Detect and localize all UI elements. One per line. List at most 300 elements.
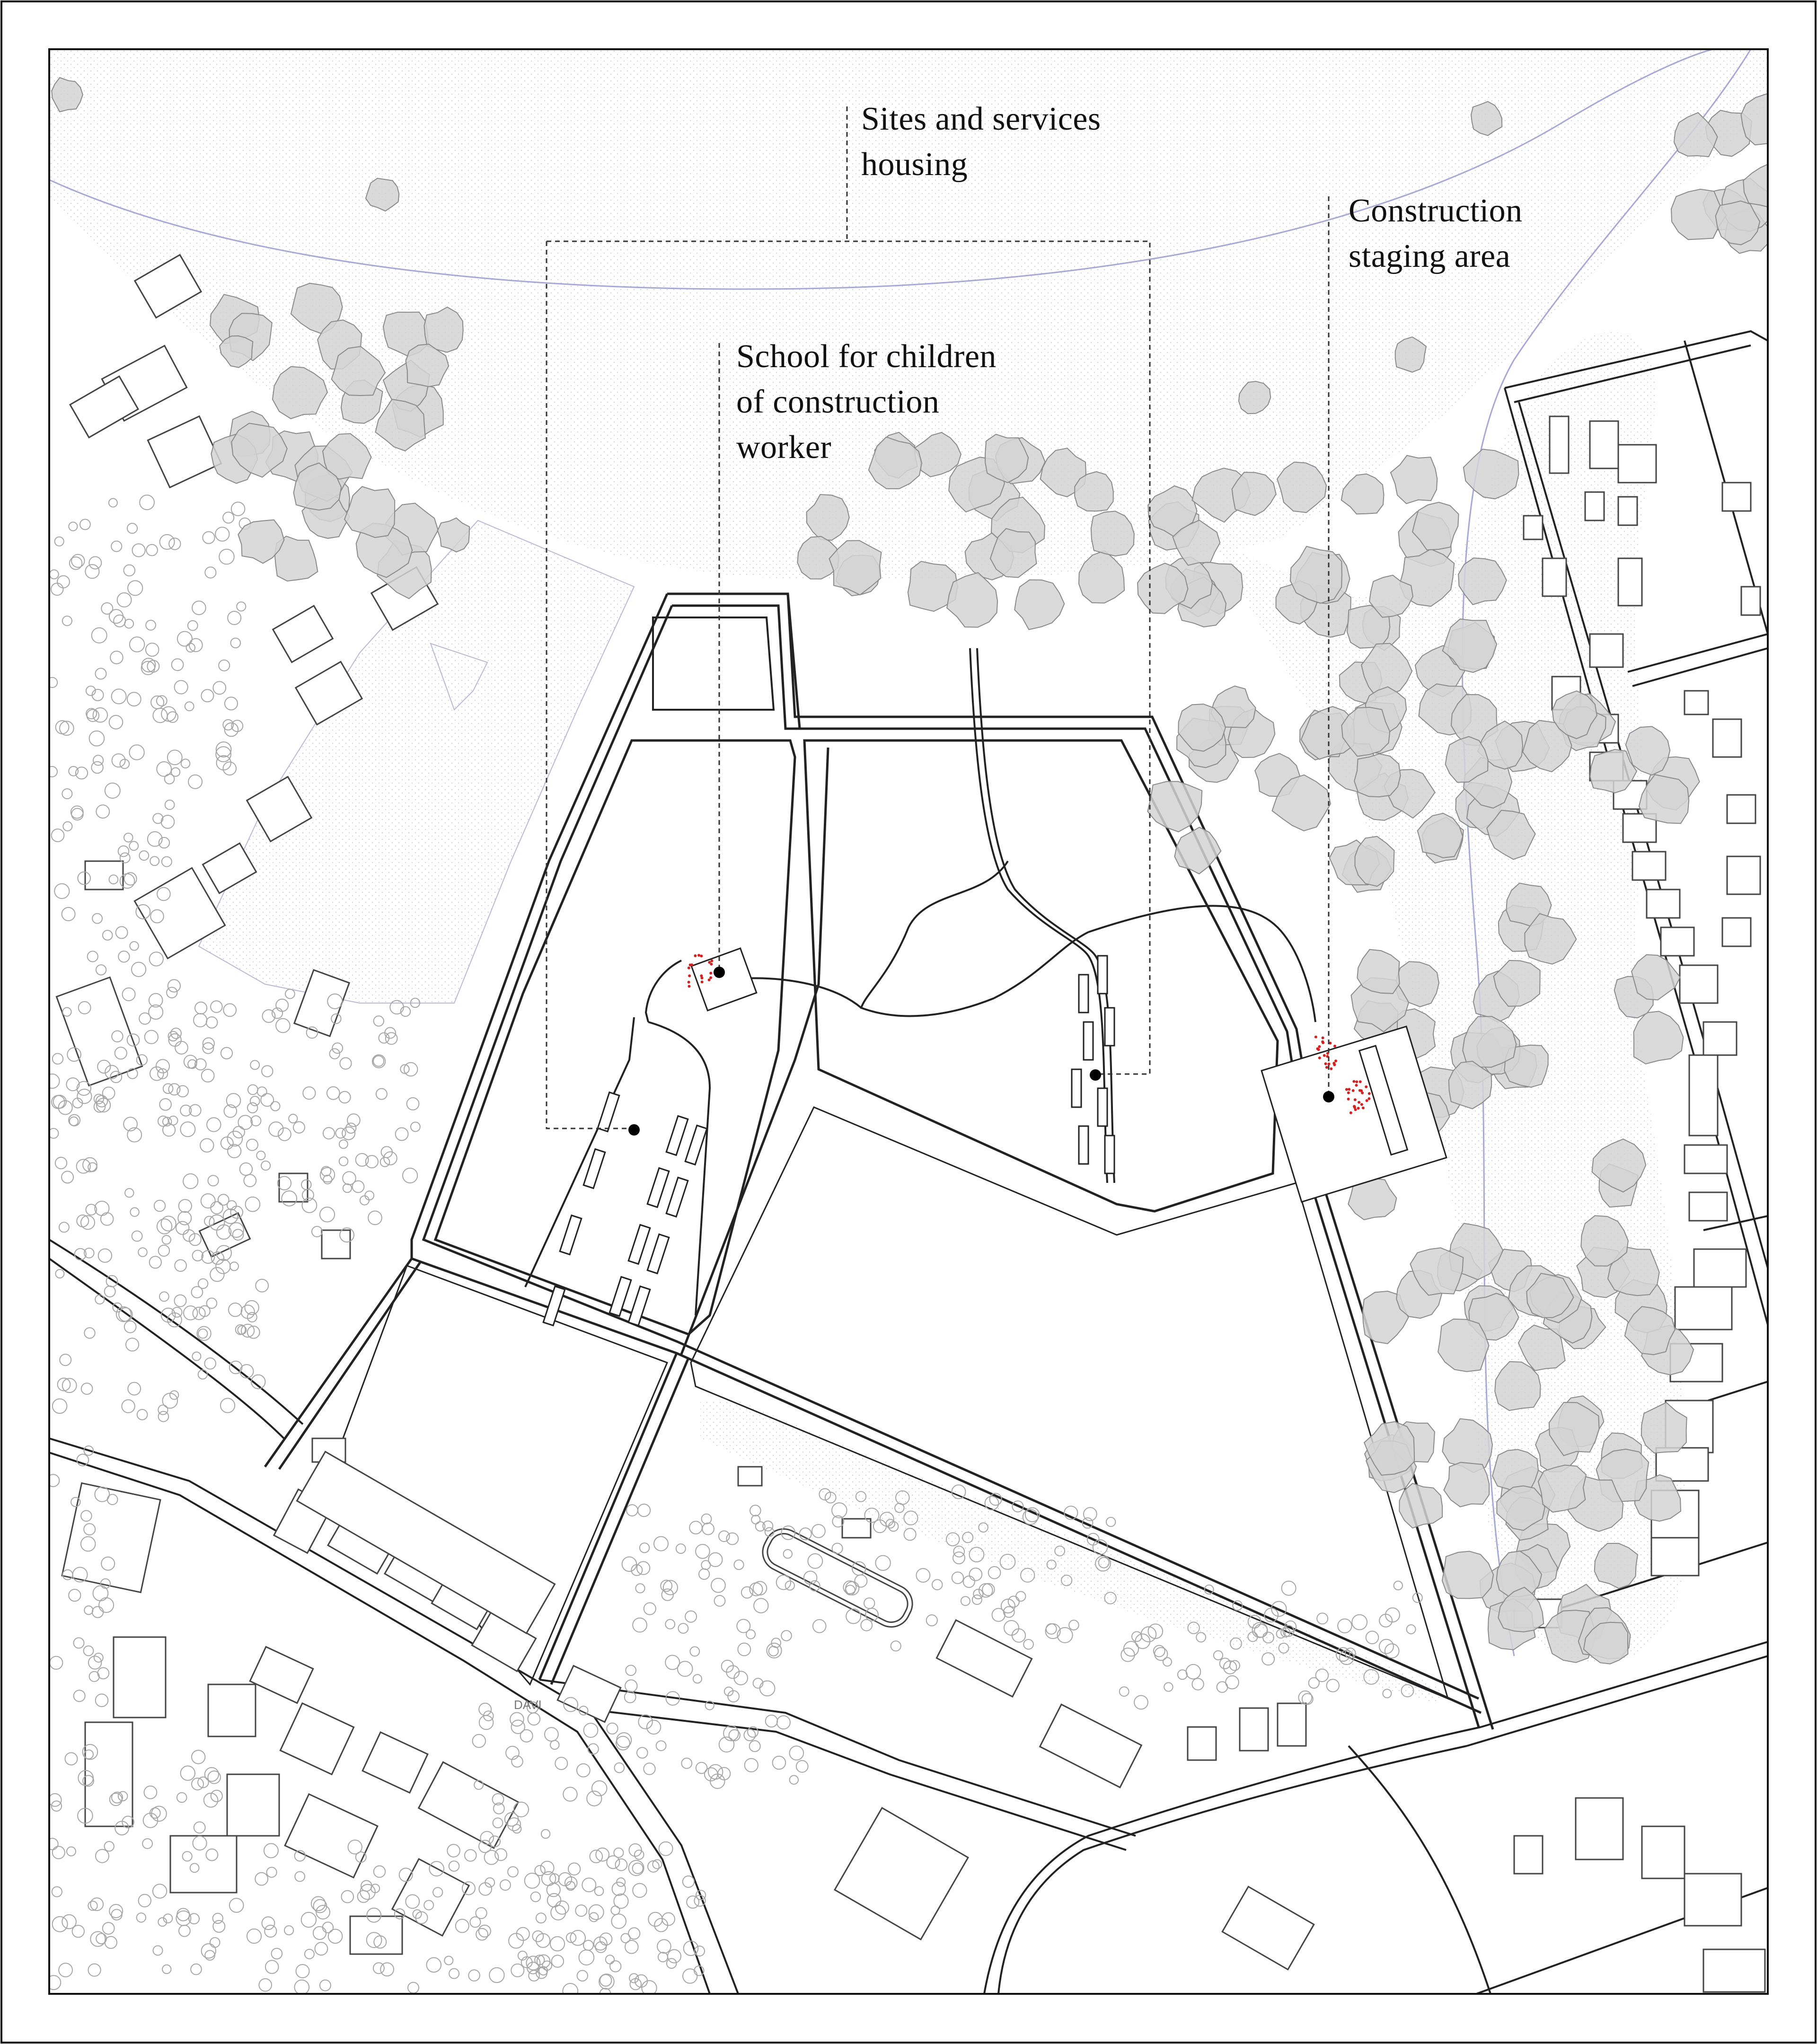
tree-dot (531, 1892, 540, 1902)
tree-dot (250, 1096, 260, 1106)
tree-dot (259, 1979, 272, 1991)
tree-dot (84, 1646, 94, 1656)
tree-dot (1214, 1651, 1223, 1660)
tree-dot (289, 1114, 297, 1123)
tree-dot (62, 789, 72, 799)
tree-dot (223, 1004, 236, 1016)
material-dot (1359, 1080, 1362, 1083)
tree-dot (250, 1060, 259, 1069)
tree-dot (177, 1086, 188, 1097)
tree-dot (128, 1383, 141, 1395)
tree-dot (396, 1128, 408, 1141)
tree-dot (1282, 1581, 1296, 1595)
tree-dot (529, 1970, 539, 1981)
tree-dot (184, 1055, 197, 1068)
housing-units (543, 956, 1114, 1325)
tree-dot (365, 1191, 374, 1200)
tree-dot (657, 1939, 671, 1953)
tree-dot (1366, 1631, 1379, 1644)
tree-dot (203, 532, 214, 544)
marker-staging (1323, 1091, 1334, 1102)
tree-dot (545, 1727, 558, 1741)
material-dot (1327, 1063, 1330, 1066)
tree-dot (637, 1561, 650, 1574)
tree-dot (221, 1398, 235, 1412)
tree-dot (1016, 1592, 1025, 1601)
tree-dot (265, 1960, 279, 1974)
tree-dot (177, 1793, 187, 1803)
tree-dot (614, 1848, 623, 1858)
tree-dot (55, 1269, 64, 1278)
tree-dot (368, 1211, 382, 1225)
tree-dot (198, 1279, 208, 1288)
tree-dot (80, 520, 90, 530)
label-line: housing (861, 146, 968, 183)
tree-dot (247, 1103, 257, 1113)
tree-dot (85, 564, 99, 578)
tree-dot (130, 637, 144, 652)
tree-dot (708, 1765, 723, 1780)
tree-dot (741, 1587, 753, 1598)
tree-dot (146, 545, 158, 556)
tree-dot (105, 783, 120, 798)
tree-dot (213, 681, 226, 694)
tree-dot (1164, 1683, 1173, 1691)
tree-dot (339, 1092, 350, 1103)
tree-dot (754, 1598, 768, 1612)
tree-dot (563, 1983, 578, 1999)
material-dot (1354, 1108, 1357, 1111)
tree-dot (465, 1850, 476, 1861)
tree-dot (84, 1606, 93, 1614)
tree-dot (103, 1922, 115, 1934)
tree-dot (1106, 1517, 1115, 1526)
tree-dot (59, 1222, 69, 1232)
material-dot (1317, 1048, 1320, 1051)
material-dot (697, 954, 700, 957)
tree-dot (1192, 1678, 1203, 1690)
tree-dot (699, 1569, 709, 1579)
tree-dot (175, 1041, 188, 1054)
canopy-tree (1444, 1463, 1489, 1507)
material-dot (1353, 1105, 1356, 1108)
tree-dot (213, 1921, 225, 1932)
material-dot (688, 985, 690, 988)
material-dot (690, 963, 693, 966)
tree-dot (262, 1917, 275, 1929)
material-dot (1360, 1103, 1363, 1106)
tree-dot (62, 1171, 73, 1183)
tree-dot (117, 593, 132, 607)
tree-dot (685, 1611, 697, 1622)
road-name-label: DAVI (514, 1698, 542, 1712)
tree-dot (1217, 1682, 1228, 1692)
material-dot (710, 960, 713, 962)
tree-dot (753, 1581, 767, 1595)
tree-dot (790, 1746, 804, 1760)
tree-dot (411, 1122, 420, 1132)
tree-dot (201, 1194, 215, 1208)
tree-dot (846, 1609, 861, 1624)
canopy-tree (1391, 456, 1437, 504)
tree-dot (204, 1358, 216, 1369)
tree-dot (511, 1964, 524, 1977)
material-dot (1347, 1092, 1350, 1094)
tree-dot (225, 697, 238, 710)
tree-dot (126, 1338, 139, 1351)
sites-services-label (861, 97, 1101, 187)
tree-dot (610, 1961, 621, 1972)
marker-sites-services (628, 1124, 640, 1136)
tree-dot (1407, 1625, 1416, 1634)
tree-dot (132, 544, 145, 556)
tree-dot (628, 1928, 640, 1939)
tree-dot (124, 565, 135, 576)
tree-dot (744, 1729, 755, 1741)
tree-dot (323, 1175, 332, 1184)
tree-dot (205, 567, 216, 578)
tree-dot (208, 1771, 221, 1784)
tree-dot (875, 1556, 890, 1570)
tree-dot (339, 1157, 348, 1166)
tree-dot (342, 1891, 354, 1903)
tree-dot (278, 1128, 291, 1141)
tree-dot (185, 702, 194, 711)
material-dot (1347, 1098, 1350, 1101)
tree-dot (219, 549, 234, 564)
tree-dot (183, 1174, 198, 1189)
tree-dot (81, 1383, 93, 1394)
material-dot (1318, 1057, 1321, 1059)
tree-dot (339, 1140, 348, 1148)
tree-dot (1317, 1613, 1328, 1624)
tree-dot (970, 1568, 982, 1581)
tree-dot (165, 800, 175, 810)
tree-dot (162, 1235, 171, 1244)
tree-dot (137, 1913, 146, 1922)
material-dot (709, 972, 712, 975)
tree-dot (88, 1964, 101, 1976)
tree-dot (1004, 1621, 1019, 1635)
tree-dot (192, 601, 206, 615)
tree-dot (146, 643, 159, 656)
tree-dot (796, 1761, 808, 1772)
tree-dot (194, 1822, 205, 1833)
tree-dot (635, 1584, 644, 1593)
material-dot (688, 974, 691, 977)
tree-dot (264, 1843, 278, 1858)
canopy-tree (438, 518, 469, 552)
canopy-tree (1147, 782, 1202, 832)
tree-dot (181, 759, 190, 768)
tree-dot (701, 1560, 710, 1569)
tree-dot (215, 527, 229, 541)
canopy-tree (1014, 580, 1064, 630)
tree-dot (476, 1929, 488, 1940)
tree-dot (69, 522, 77, 531)
tree-dot (272, 1948, 282, 1959)
tree-dot (96, 1850, 109, 1863)
tree-dot (1230, 1661, 1240, 1671)
material-dot (1358, 1089, 1361, 1092)
material-dot (1362, 1107, 1365, 1110)
material-dot (710, 963, 713, 966)
tree-dot (614, 1894, 628, 1908)
tree-dot (1121, 1648, 1134, 1661)
tree-dot (479, 1703, 491, 1716)
tree-dot (626, 1505, 638, 1516)
tree-dot (140, 495, 154, 510)
tree-dot (633, 1618, 647, 1632)
tree-dot (342, 1127, 355, 1140)
tree-dot (125, 1189, 133, 1197)
tree-dot (320, 1980, 331, 1991)
tree-dot (625, 1692, 636, 1703)
marker-sites-services-east (1090, 1069, 1101, 1081)
tree-dot (261, 1093, 273, 1106)
tree-dot (201, 689, 213, 702)
tree-dot (360, 1196, 369, 1205)
tree-dot (449, 1861, 459, 1871)
tree-dot (719, 1531, 730, 1542)
label-line: Construction (1349, 193, 1523, 229)
tree-dot (702, 1523, 714, 1535)
tree-dot (77, 1089, 91, 1103)
tree-dot (240, 1163, 252, 1175)
material-dot (1355, 1084, 1358, 1087)
school-label (736, 334, 997, 470)
tree-dot (751, 1515, 760, 1524)
tree-dot (738, 1643, 750, 1656)
tree-dot (150, 1256, 161, 1268)
tree-dot (320, 1207, 335, 1222)
tree-dot (137, 1410, 148, 1420)
tree-dot (153, 813, 163, 823)
tree-dot (648, 1912, 662, 1926)
tree-dot (1023, 1639, 1033, 1649)
tree-dot (276, 1019, 290, 1033)
tree-dot (63, 822, 72, 831)
tree-dot (589, 1905, 604, 1920)
tree-dot (124, 1321, 136, 1333)
tree-dot (207, 1118, 221, 1131)
tree-dot (159, 837, 169, 848)
tree-dot (301, 1912, 316, 1927)
material-dot (1323, 1054, 1326, 1057)
tree-dot (276, 999, 288, 1012)
tree-dot (167, 987, 177, 998)
tree-dot (123, 988, 135, 1001)
tree-dot (676, 1544, 686, 1553)
tree-dot (926, 1615, 937, 1626)
tree-dot (127, 692, 141, 706)
tree-dot (568, 1863, 580, 1875)
tree-dot (495, 1849, 507, 1860)
tree-dot (1046, 1624, 1057, 1634)
tree-dot (55, 537, 64, 546)
tree-dot (138, 1248, 147, 1257)
tree-dot (267, 1868, 277, 1877)
canopy-tree (1354, 754, 1401, 797)
tree-dot (262, 1066, 273, 1076)
tree-dot (105, 1286, 115, 1297)
tree-dot (356, 1154, 369, 1166)
tree-dot (237, 602, 246, 611)
tree-dot (689, 1521, 702, 1534)
tree-dot (95, 1201, 109, 1216)
tree-dot (211, 1001, 222, 1013)
tree-dot (584, 1723, 598, 1737)
tree-dot (139, 851, 149, 860)
material-dot (1318, 1045, 1321, 1048)
tree-dot (162, 857, 172, 867)
tree-dot (52, 1887, 62, 1897)
tree-dot (72, 1925, 84, 1937)
tree-dot (745, 1759, 758, 1772)
tree-dot (668, 1950, 681, 1963)
tree-dot (70, 557, 82, 569)
tree-dot (145, 1031, 158, 1044)
tree-dot (714, 1595, 725, 1606)
tree-dot (103, 1087, 115, 1100)
tree-dot (541, 1830, 550, 1838)
tree-dot (873, 1520, 886, 1533)
tree-dot (577, 1971, 588, 1981)
tree-dot (77, 1215, 88, 1227)
tree-dot (106, 1276, 118, 1287)
canopy-tree (1634, 1011, 1684, 1064)
tree-dot (65, 1753, 78, 1765)
tree-dot (238, 1115, 253, 1129)
tree-dot (92, 1606, 103, 1617)
tree-dot (157, 1219, 172, 1233)
tree-dot (790, 1776, 798, 1784)
tree-dot (1338, 1619, 1351, 1633)
label-line: staging area (1349, 238, 1511, 274)
tree-dot (96, 805, 109, 818)
tree-dot (132, 962, 146, 977)
tree-dot (193, 1307, 205, 1320)
tree-dot (595, 1887, 604, 1896)
tree-dot (114, 615, 125, 627)
tree-dot (665, 1620, 675, 1629)
material-dot (1368, 1092, 1371, 1095)
tree-dot (633, 1863, 643, 1874)
tree-dot (231, 502, 245, 516)
tree-dot (373, 1056, 384, 1066)
tree-dot (189, 639, 203, 652)
tree-dot (179, 1925, 190, 1937)
tree-dot (175, 1295, 186, 1307)
tree-dot (380, 1963, 394, 1976)
tree-dot (265, 1925, 276, 1937)
tree-dot (89, 557, 101, 569)
tree-dot (181, 1766, 195, 1780)
tree-dot (347, 1114, 360, 1127)
tree-dot (188, 775, 202, 789)
tree-dot (1309, 1678, 1319, 1688)
tree-dot (54, 884, 69, 899)
tree-dot (1298, 1691, 1312, 1704)
tree-dot (734, 1560, 743, 1569)
tree-dot (154, 1200, 165, 1211)
tree-dot (109, 715, 123, 729)
tree-dot (105, 1841, 114, 1851)
tree-dot (509, 1933, 523, 1948)
tree-dot (468, 1970, 480, 1981)
tree-dot (205, 1768, 219, 1781)
tree-dot (403, 1168, 417, 1183)
tree-dot (659, 1842, 673, 1856)
tree-dot (132, 1231, 142, 1242)
material-dot (1345, 1088, 1348, 1091)
tree-dot (407, 1098, 419, 1110)
tree-dot (861, 1620, 872, 1631)
tree-dot (696, 1544, 710, 1559)
tree-dot (952, 1572, 963, 1584)
tree-dot (69, 766, 78, 776)
tree-dot (139, 1894, 151, 1907)
tree-dot (208, 1175, 219, 1186)
tree-dot (305, 1949, 314, 1959)
tree-dot (178, 1212, 191, 1225)
tree-dot (88, 1656, 101, 1669)
tree-dot (49, 1794, 62, 1806)
tree-dot (607, 1723, 617, 1734)
tree-dot (112, 754, 125, 767)
tree-dot (180, 1122, 195, 1137)
tree-dot (159, 1099, 171, 1110)
tree-dot (340, 1057, 351, 1069)
tree-dot (119, 1308, 132, 1322)
tree-dot (654, 1537, 668, 1551)
tree-dot (116, 926, 128, 938)
material-dot (1365, 1085, 1367, 1088)
tree-dot (175, 680, 188, 694)
tree-dot (489, 1968, 504, 1982)
tree-dot (89, 731, 105, 746)
material-dot (1357, 1107, 1360, 1110)
tree-dot (59, 1963, 72, 1977)
tree-dot (52, 829, 64, 842)
tree-dot (376, 1089, 387, 1100)
tree-dot (50, 570, 59, 579)
tree-dot (159, 1245, 169, 1256)
tree-dot (55, 1157, 67, 1169)
material-dot (1321, 1040, 1324, 1043)
tree-dot (120, 853, 130, 863)
tree-dot (228, 611, 241, 625)
label-line: of construction (736, 384, 940, 420)
tree-dot (90, 1932, 105, 1947)
tree-dot (766, 1715, 777, 1727)
tree-dot (637, 1747, 648, 1758)
tree-dot (750, 1741, 760, 1752)
tree-dot (50, 1656, 62, 1669)
tree-dot (776, 1575, 791, 1589)
canopy-tree (344, 486, 395, 537)
tree-dot (1163, 1657, 1172, 1666)
tree-dot (1394, 1581, 1402, 1590)
canopy-tree (1632, 955, 1680, 1000)
tree-dot (612, 1882, 626, 1895)
marker-school (714, 967, 725, 978)
tree-dot (171, 1028, 181, 1039)
tree-dot (625, 1680, 637, 1692)
tree-dot (74, 1690, 85, 1701)
tree-dot (160, 535, 175, 549)
material-dot (1330, 1067, 1332, 1070)
